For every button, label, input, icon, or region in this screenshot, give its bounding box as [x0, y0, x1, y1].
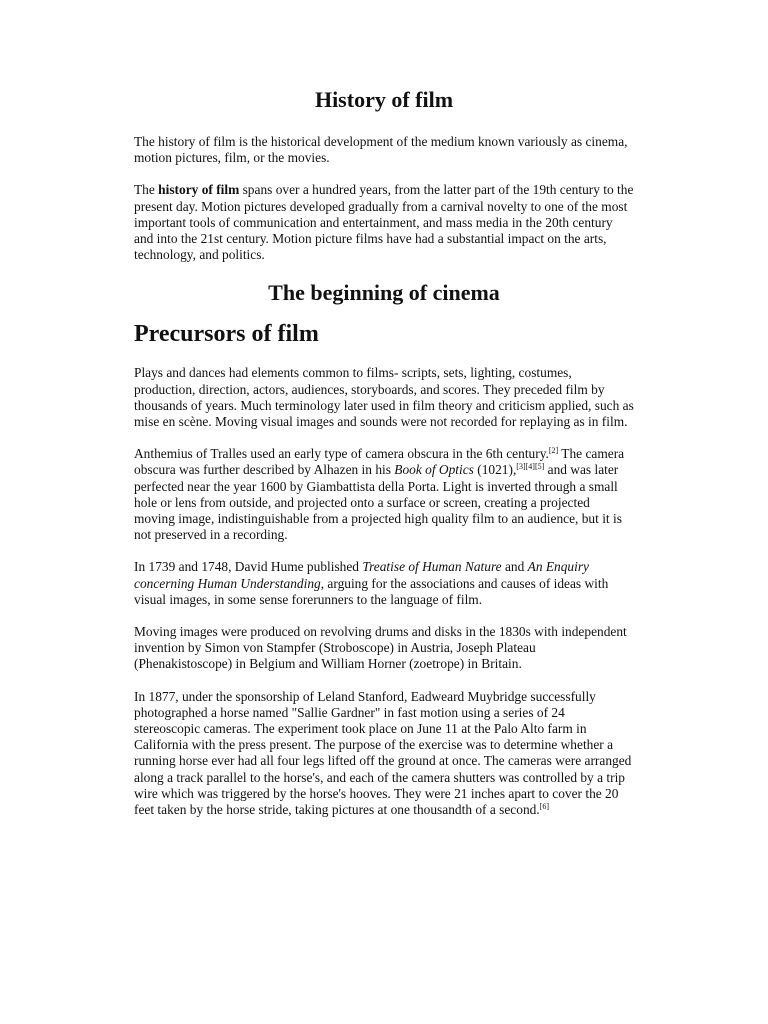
body-paragraph-4: Moving images were produced on revolving drums and disks in the 1830s with independent invention by Simon von Stampfer (Stroboscope) in Austria, Joseph Plateau (Phenakistoscope) in Belgium and William Horner (zoetrope) in Britain.	[134, 624, 627, 672]
intro-p2-lead: The	[134, 182, 159, 198]
p2-text-a: Anthemius of Tralles used an early type of camera obscura in the 6th century.	[134, 446, 549, 462]
intro-p2-bold: history of film	[158, 182, 240, 198]
sub-heading: Precursors of film	[134, 321, 319, 348]
citation-ref[interactable]: [2]	[548, 446, 559, 456]
p3-text-a: In 1739 and 1748, David Hume published	[134, 559, 363, 575]
page-title: History of film	[314, 87, 454, 112]
p2-text-d: and was later perfected near the year 1600 by Giambattista della Porta. Light is inverted through a small hole or lens from outside, and projected onto a surface or screen, creating a projected moving image, indistinguishable from a projected high quality film to an audience, but it is not preserved in a recording.	[134, 462, 622, 543]
p5-text: In 1877, under the sponsorship of Leland Stanford, Eadweard Muybridge successfully photographed a horse named "Sallie Gardner" in fast motion using a series of 24 stereoscopic cameras. The experiment took place on June 11 at the Palo Alto farm in California with the press present. The purpose of the exercise was to determine whether a running horse ever had all four legs lifted off the ground at once. The cameras were arranged along a track parallel to the horse's, and each of the camera shutters was controlled by a trip wire which was triggered by the horse's hooves. They were 21 inches apart to cover the 20 feet taken by the horse stride, taking pictures at one thousandth of a second.	[134, 688, 632, 818]
p2-text-c: (1021),	[473, 462, 517, 478]
document-page	[134, 86, 634, 834]
intro-paragraph-1: The history of film is the historical development of the medium known variously as cinema, motion pictures, film, or the movies.	[134, 134, 628, 166]
intro-p2-rest: spans over a hundred years, from the latter part of the 19th century to the present day. Motion pictures developed gradually from a carnival novelty to one of the most important tools of communication and entertainment, and mass media in the 20th century and into the 21st century. Motion picture films have had a substantial impact on the arts, technology, and politics.	[134, 182, 634, 263]
p2-text-b: The camera obscura was further described by Alhazen in his	[134, 446, 625, 478]
work-title: Treatise of Human Nature	[362, 559, 502, 575]
body-paragraph-2	[134, 446, 634, 543]
p3-text-b: and	[501, 559, 528, 575]
body-paragraph-3	[134, 559, 634, 608]
work-title: An Enquiry concerning Human Understanding	[134, 559, 590, 591]
body-paragraph-1: Plays and dances had elements common to films- scripts, sets, lighting, costumes, production, direction, actors, audiences, storyboards, and scores. They preceded film by thousands of years. Much terminology later used in film theory and criticism applied, such as mise en scène. Moving visual images and sounds were not recorded for replaying as in film.	[134, 365, 634, 430]
p3-text-c: , arguing for the associations and causes of ideas with visual images, in some sense forerunners to the language of film.	[134, 575, 609, 607]
section-heading: The beginning of cinema	[268, 280, 500, 306]
intro-paragraph-2	[134, 182, 634, 263]
book-title: Book of Optics	[394, 462, 474, 478]
citation-ref[interactable]: [3][4][5]	[516, 462, 545, 472]
citation-ref[interactable]: [6]	[539, 802, 550, 812]
body-paragraph-5	[134, 689, 634, 819]
